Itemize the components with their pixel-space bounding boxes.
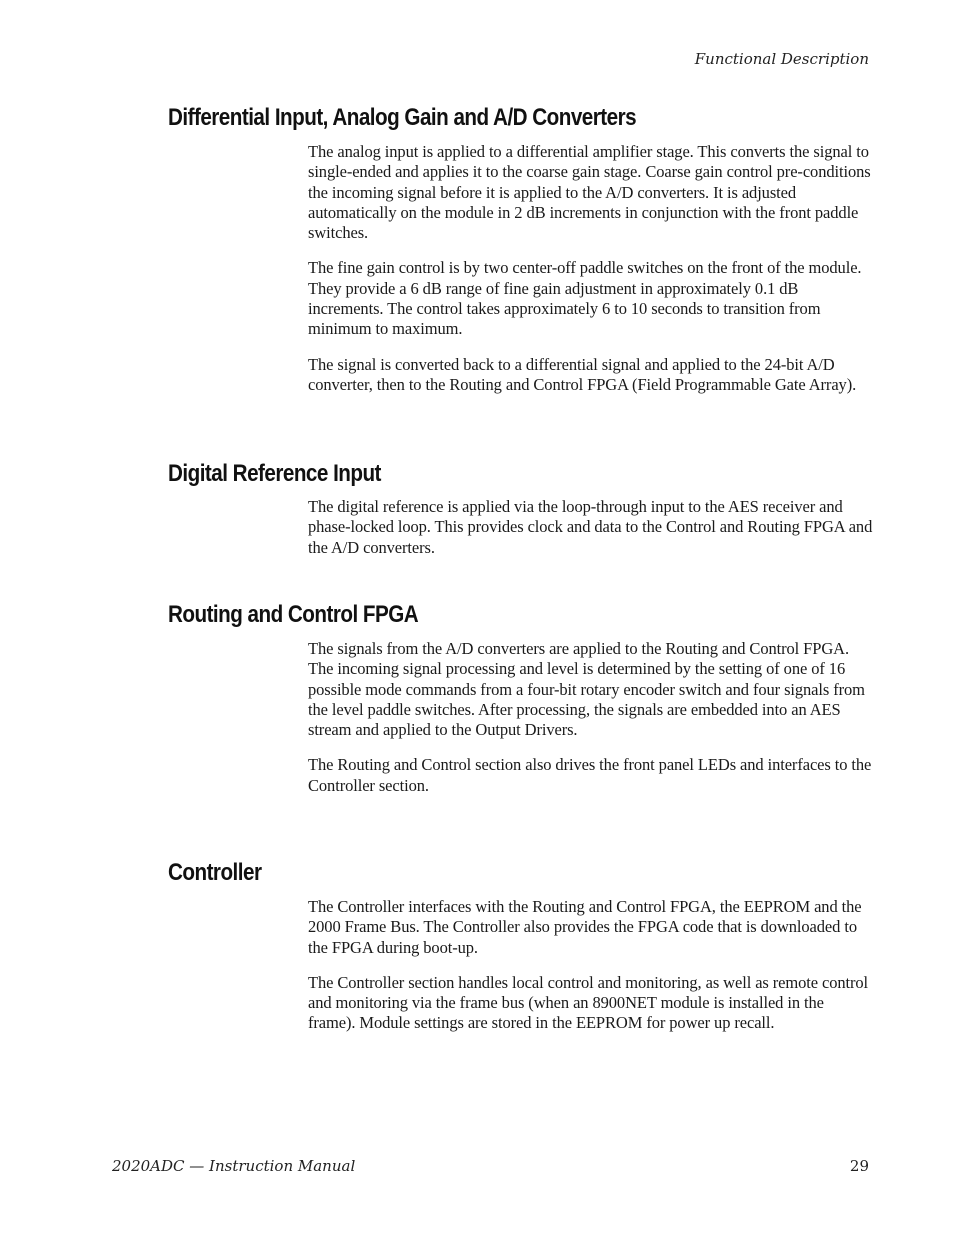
paragraph: The signals from the A/D converters are applied to the Routing and Control FPGA. The incoming signal processing and level is determined by the setting of one of 16 possible mode commands from a four-bit rotary encoder switch and four signals from the level paddle switches. After processing, the signals are embedded into an AES stream and applied to the Output Drivers.: [308, 639, 865, 740]
paragraph: The analog input is applied to a differential amplifier stage. This converts the signal to single-ended and applies it to the coarse gain stage. Coarse gain control pre-conditions the incoming signal before it is applied to the A/D converters. It is adjusted automatically on the module in 2 dB increments in conjunction with the front paddle switches.: [308, 142, 871, 243]
paragraph: The fine gain control is by two center-off paddle switches on the front of the module. They provide a 6 dB range of fine gain adjustment in approximately 0.1 dB increments. The control takes approximately 6 to 10 seconds to transition from minimum to maximum.: [308, 258, 862, 339]
running-head: Functional Description: [694, 50, 869, 68]
footer-manual-title: 2020ADC — Instruction Manual: [112, 1157, 356, 1175]
paragraph: The signal is converted back to a differential signal and applied to the 24-bit A/D converter, then to the Routing and Control FPGA (Field Programmable Gate Array).: [308, 354, 857, 394]
paragraph: The digital reference is applied via the loop-through input to the AES receiver and phase-locked loop. This provides clock and data to the Control and Routing FPGA and the A/D converters.: [308, 497, 873, 557]
section-heading: Routing and Control FPGA: [168, 601, 419, 628]
section-body: [308, 142, 874, 410]
section-body: [308, 897, 874, 1049]
paragraph: The Controller interfaces with the Routing and Control FPGA, the EEPROM and the 2000 Frame Bus. The Controller also provides the FPGA code that is downloaded to the FPGA during boot-up.: [308, 897, 862, 957]
paragraph: The Controller section handles local control and monitoring, as well as remote control and monitoring via the frame bus (when an 8900NET module is installed in the frame). Module settings are stored in the EEPROM for power up recall.: [308, 972, 869, 1033]
section-heading: Controller: [168, 859, 262, 886]
section-body: [308, 497, 874, 573]
page-number: 29: [849, 1157, 869, 1175]
section-heading: Differential Input, Analog Gain and A/D Converters: [168, 104, 637, 131]
section-heading: Digital Reference Input: [168, 460, 381, 487]
paragraph: The Routing and Control section also drives the front panel LEDs and interfaces to the Controller section.: [308, 755, 872, 795]
section-body: [308, 639, 874, 811]
